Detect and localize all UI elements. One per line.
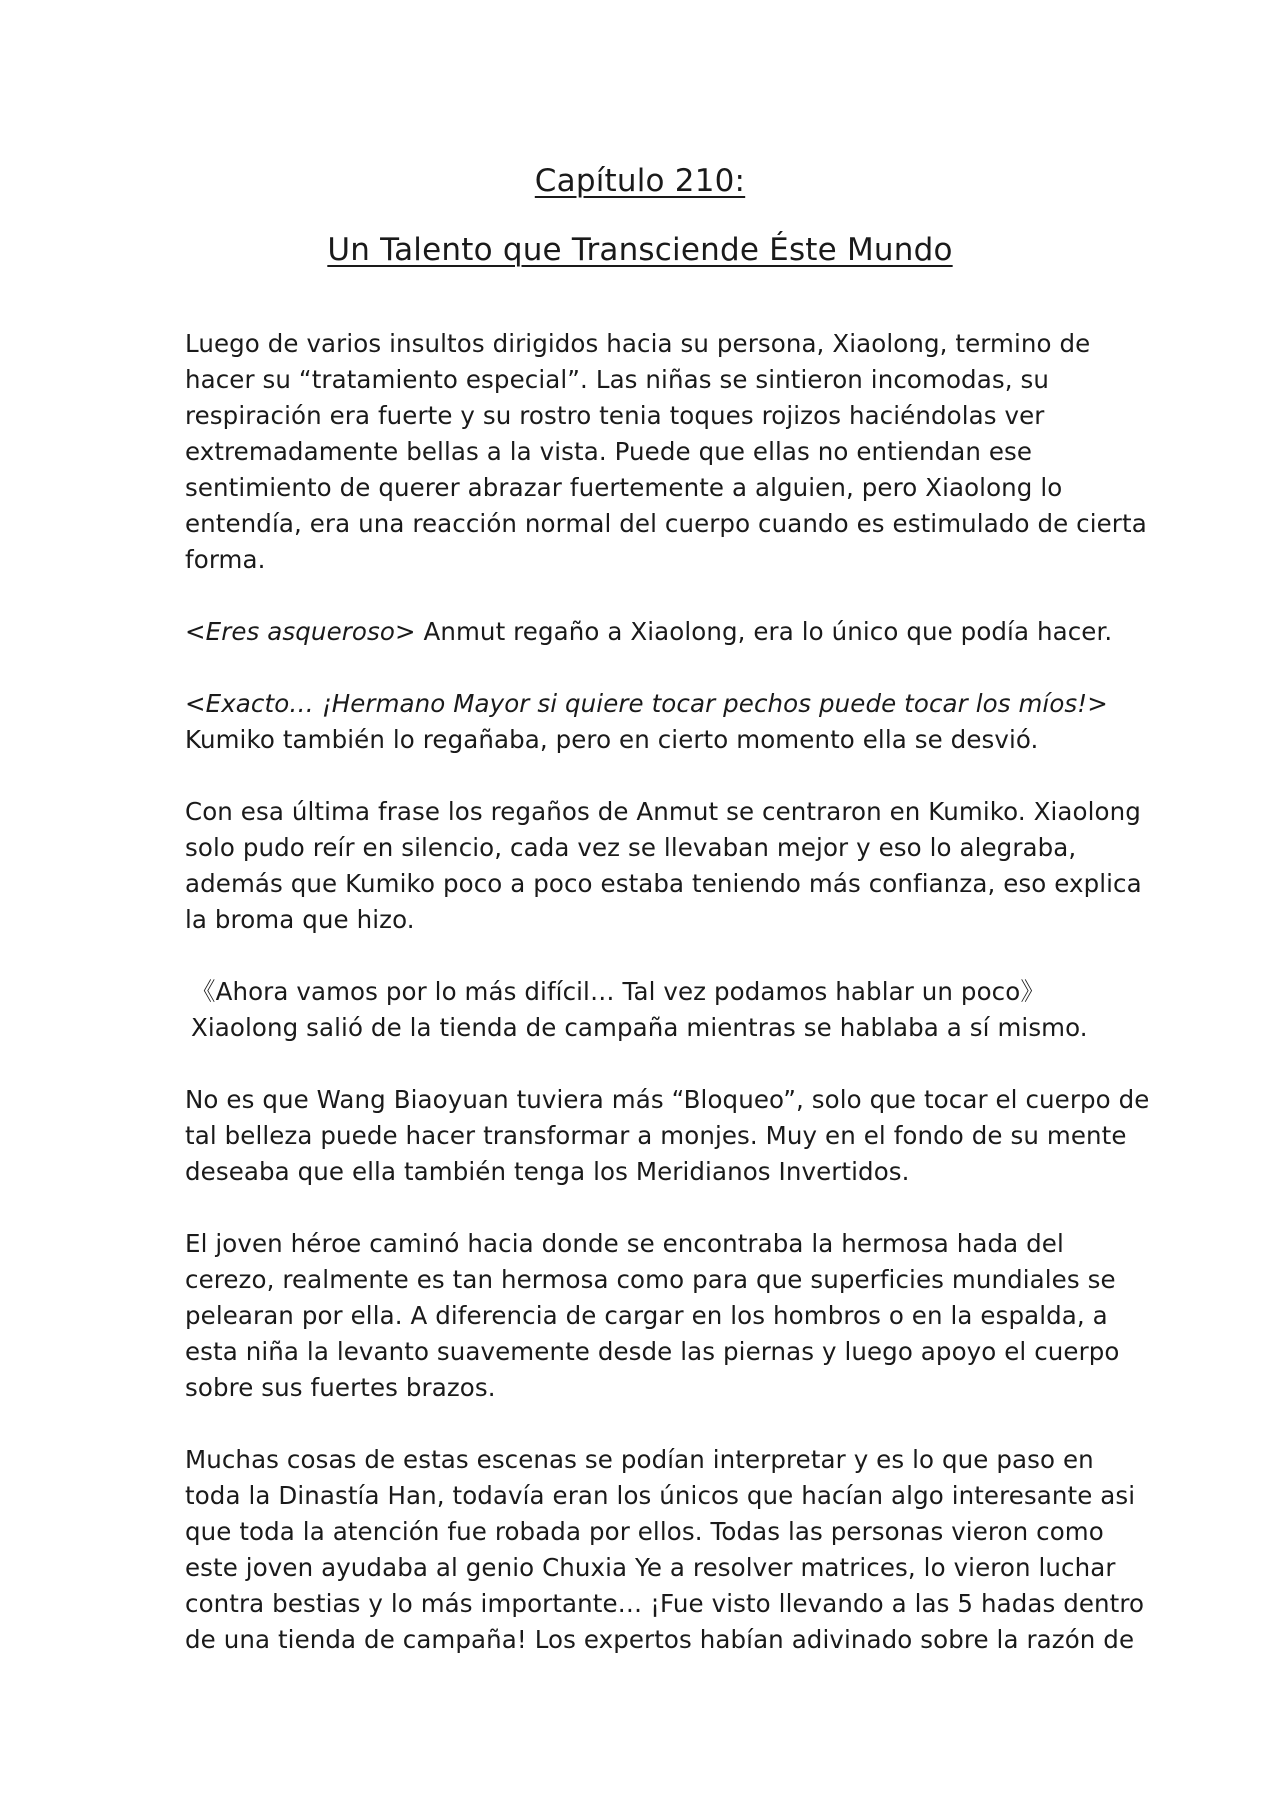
paragraph-4 (185, 794, 1142, 938)
text-line: forma. (185, 545, 266, 574)
paragraph-6 (185, 1082, 1150, 1190)
paragraph-7 (185, 1226, 1120, 1406)
paragraph-2 (185, 614, 1115, 650)
paragraph-8 (185, 1442, 1145, 1658)
paragraph-1 (185, 326, 1147, 578)
text-line: además que Kumiko poco a poco estaba teniendo más confianza, eso explica (185, 869, 1142, 898)
chapter-subtitle: Un Talento que Transciende Éste Mundo (327, 232, 953, 268)
narration-text: Anmut regaño a Xiaolong, era lo único que podía hacer. (415, 617, 1113, 646)
paragraph-5 (185, 974, 1115, 1046)
text-line: deseaba que ella también tenga los Meridianos Invertidos. (185, 1157, 910, 1186)
text-line: Xiaolong salió de la tienda de campaña mientras se hablaba a sí mismo. (191, 1013, 1088, 1042)
text-line: solo pudo reír en silencio, cada vez se llevaban mejor y eso lo alegraba, (185, 833, 1077, 862)
text-line: entendía, era una reacción normal del cuerpo cuando es estimulado de cierta (185, 509, 1147, 538)
text-line: pelearan por ella. A diferencia de cargar en los hombros o en la espalda, a (185, 1301, 1108, 1330)
narration-text: Kumiko también lo regañaba, pero en cierto momento ella se desvió. (185, 725, 1039, 754)
text-line: este joven ayudaba al genio Chuxia Ye a resolver matrices, lo vieron luchar (185, 1553, 1116, 1582)
text-line: sentimiento de querer abrazar fuertemente a alguien, pero Xiaolong lo (185, 473, 1063, 502)
text-line: Con esa última frase los regaños de Anmut se centraron en Kumiko. Xiaolong (185, 797, 1141, 826)
text-line: No es que Wang Biaoyuan tuviera más “Bloqueo”, solo que tocar el cuerpo de (185, 1085, 1150, 1114)
text-line: sobre sus fuertes brazos. (185, 1373, 496, 1402)
dialogue-text: <Exacto… ¡Hermano Mayor si quiere tocar pechos puede tocar los míos!> (185, 689, 1108, 718)
text-line: hacer su “tratamiento especial”. Las niñas se sintieron incomodas, su (185, 365, 1049, 394)
text-line: esta niña la levanto suavemente desde las piernas y luego apoyo el cuerpo (185, 1337, 1120, 1366)
text-line: que toda la atención fue robada por ellos. Todas las personas vieron como (185, 1517, 1104, 1546)
text-line: contra bestias y lo más importante… ¡Fue visto llevando a las 5 hadas dentro (185, 1589, 1145, 1618)
chapter-title: Capítulo 210: (534, 163, 746, 199)
dialogue-text: <Eres asqueroso> (185, 617, 416, 646)
document-body (185, 326, 1150, 1694)
text-line (185, 614, 1115, 650)
text-line: toda la Dinastía Han, todavía eran los únicos que hacían algo interesante asi (185, 1481, 1136, 1510)
text-line: Luego de varios insultos dirigidos hacia su persona, Xiaolong, termino de (185, 329, 1091, 358)
paragraph-3 (185, 686, 1115, 758)
text-line: El joven héroe caminó hacia donde se encontraba la hermosa hada del (185, 1229, 1064, 1258)
text-line: cerezo, realmente es tan hermosa como para que superficies mundiales se (185, 1265, 1116, 1294)
text-line: de una tienda de campaña! Los expertos habían adivinado sobre la razón de (185, 1625, 1135, 1654)
text-line: extremadamente bellas a la vista. Puede que ellas no entiendan ese (185, 437, 1033, 466)
text-line: tal belleza puede hacer transformar a monjes. Muy en el fondo de su mente (185, 1121, 1127, 1150)
thought-text: 《Ahora vamos por lo más difícil… Tal vez podamos hablar un poco》 (191, 977, 1045, 1006)
text-line: la broma que hizo. (185, 905, 415, 934)
text-line: Muchas cosas de estas escenas se podían interpretar y es lo que paso en (185, 1445, 1094, 1474)
text-line: respiración era fuerte y su rostro tenia toques rojizos haciéndolas ver (185, 401, 1045, 430)
